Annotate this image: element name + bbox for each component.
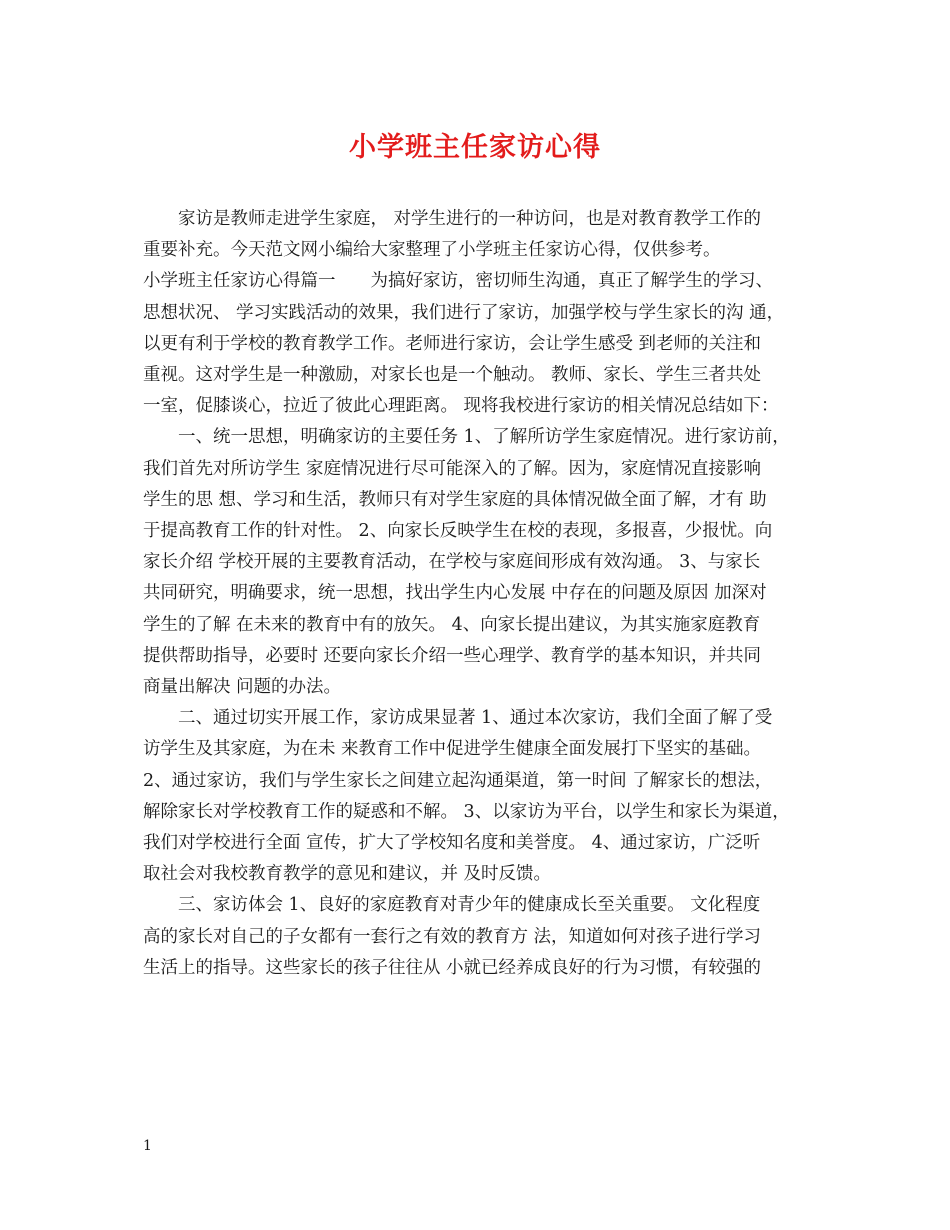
- body-line: 重要补充。今天范文网小编给大家整理了小学班主任家访心得，仅供参考。: [143, 240, 721, 261]
- body-line: 访学生及其家庭，为在未 来教育工作中促进学生健康全面发展打下坚实的基础。: [143, 739, 762, 760]
- page-title: 小学班主任家访心得: [349, 132, 601, 163]
- body-line: 小学班主任家访心得篇一 为搞好家访，密切师生沟通，真正了解学生的学习、: [143, 271, 773, 292]
- body-line: 学生的思 想、学习和生活，教师只有对学生家庭的具体情况做全面了解，才有 助: [143, 489, 767, 510]
- body-line: 我们首先对所访学生 家庭情况进行尽可能深入的了解。因为，家庭情况直接影响: [143, 458, 762, 479]
- body-line: 2、通过家访，我们与学生家长之间建立起沟通渠道，第一时间 了解家长的想法，: [143, 770, 773, 791]
- body-line: 商量出解决 问题的办法。: [143, 677, 342, 698]
- page-number: 1: [143, 1138, 152, 1154]
- body-line: 一、统一思想，明确家访的主要任务 1、了解所访学生家庭情况。进行家访前，: [178, 427, 790, 448]
- body-line: 取社会对我校教育教学的意见和建议，并 及时反馈。: [143, 864, 552, 885]
- body-line: 我们对学校进行全面 宣传，扩大了学校知名度和美誉度。 4、通过家访，广泛听: [143, 833, 761, 854]
- body-line: 二、通过切实开展工作，家访成果显著 1、通过本次家访，我们全面了解了受: [178, 708, 773, 729]
- document-body: [143, 204, 815, 984]
- body-line: 解除家长对学校教育工作的疑惑和不解。 3、以家访为平台，以学生和家长为渠道，: [143, 801, 790, 822]
- body-line: 三、家访体会 1、良好的家庭教育对青少年的健康成长至关重要。 文化程度: [178, 895, 761, 916]
- body-line: 思想状况、 学习实践活动的效果，我们进行了家访，加强学校与学生家长的沟 通，: [143, 302, 785, 323]
- body-line: 共同研究，明确要求，统一思想，找出学生内心发展 中存在的问题及原因 加深对: [143, 583, 767, 604]
- body-line: 一室，促膝谈心，拉近了彼此心理距离。 现将我校进行家访的相关情况总结如下：: [143, 396, 779, 417]
- body-line: 学生的了解 在未来的教育中有的放矢。 4、向家长提出建议，为其实施家庭教育: [143, 614, 761, 635]
- body-line: 提供帮助指导，必要时 还要向家长介绍一些心理学、教育学的基本知识，并共同: [143, 645, 762, 666]
- body-line: 以更有利于学校的教育教学工作。老师进行家访，会让学生感受 到老师的关注和: [143, 333, 762, 354]
- body-line: 家长介绍 学校开展的主要教育活动，在学校与家庭间形成有效沟通。 3、与家长: [143, 552, 761, 573]
- body-line: 重视。这对学生是一种激励，对家长也是一个触动。 教师、家长、学生三者共处: [143, 365, 762, 386]
- body-line: 生活上的指导。这些家长的孩子往往从 小就已经养成良好的行为习惯，有较强的: [143, 957, 762, 978]
- body-line: 家访是教师走进学生家庭， 对学生进行的一种访问，也是对教育教学工作的: [178, 209, 762, 229]
- body-line: 于提高教育工作的针对性。 2、向家长反映学生在校的表现，多报喜，少报忧。向: [143, 521, 773, 542]
- body-line: 高的家长对自己的子女都有一套行之有效的教育方 法，知道如何对孩子进行学习: [143, 926, 762, 947]
